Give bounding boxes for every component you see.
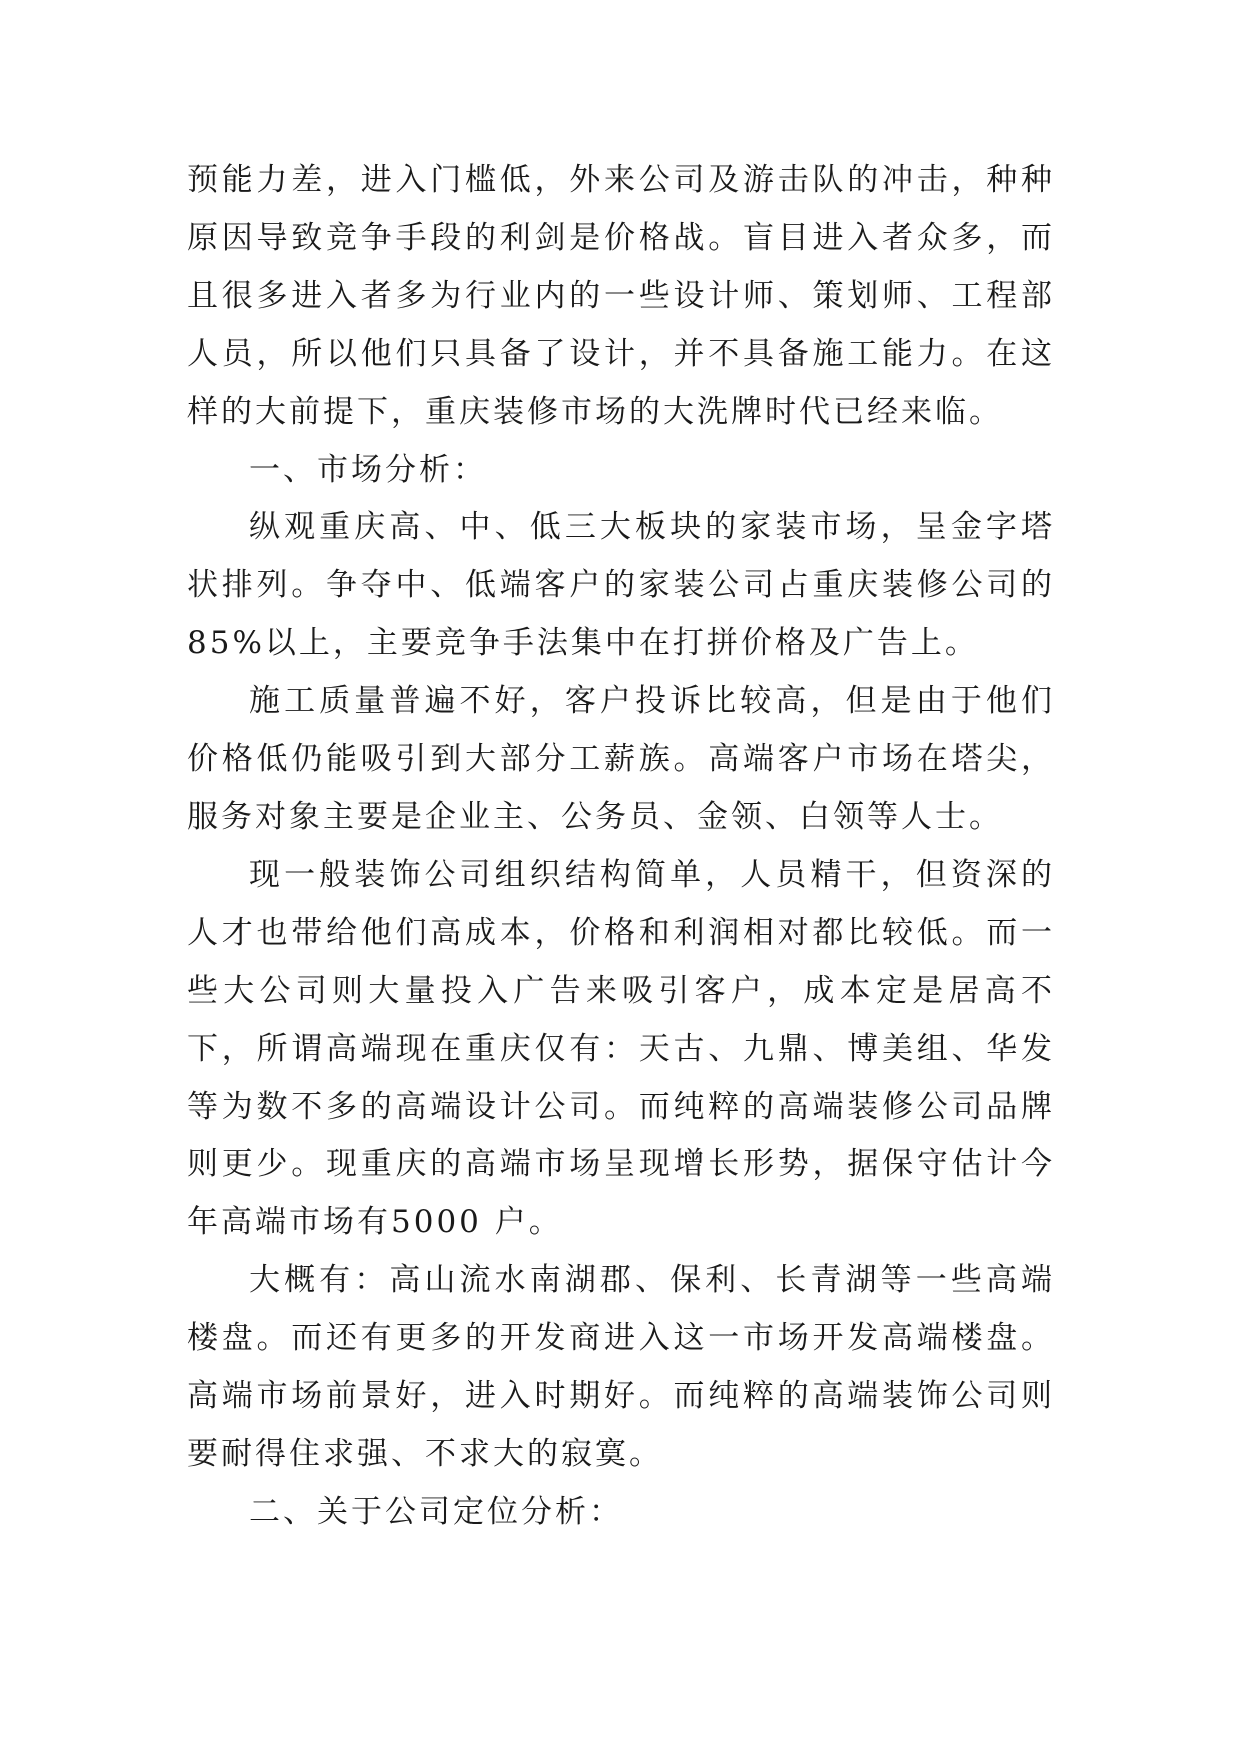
document-body (187, 152, 1055, 1542)
paragraph-high-end-projects: 大概有：高山流水南湖郡、保利、长青湖等一些高端楼盘。而还有更多的开发商进入这一市场开发高端楼盘。高端市场前景好，进入时期好。而纯粹的高端装饰公司则要耐得住求强、不求大的寂寞。 (187, 1262, 1055, 1472)
section-heading-positioning-analysis: 二、关于公司定位分析： (249, 1493, 623, 1530)
paragraph-continuation: 预能力差，进入门槛低，外来公司及游击队的冲击，种种原因导致竞争手段的利剑是价格战。盲目进入者众多，而且很多进入者多为行业内的一些设计师、策划师、工程部人员，所以他们只具备了设计，并不具备施工能力。在这样的大前提下，重庆装修市场的大洗牌时代已经来临。 (187, 162, 1055, 430)
section-heading-market-analysis: 一、市场分析： (249, 451, 487, 488)
paragraph-market-overview: 纵观重庆高、中、低三大板块的家装市场，呈金字塔状排列。争夺中、低端客户的家装公司占重庆装修公司的 85%以上，主要竞争手法集中在打拼价格及广告上。 (187, 509, 1055, 662)
paragraph-construction-quality: 施工质量普遍不好，客户投诉比较高，但是由于他们价格低仍能吸引到大部分工薪族。高端客户市场在塔尖，服务对象主要是企业主、公务员、金领、白领等人士。 (187, 683, 1055, 835)
paragraph-company-structure: 现一般装饰公司组织结构简单，人员精干，但资深的人才也带给他们高成本，价格和利润相对都比较低。而一些大公司则大量投入广告来吸引客户，成本定是居高不下，所谓高端现在重庆仅有：天古、九鼎、博美组、华发等为数不多的高端设计公司。而纯粹的高端装修公司品牌则更少。现重庆的高端市场呈现增长形势，据保守估计今年高端市场有5000 户。 (187, 856, 1055, 1241)
